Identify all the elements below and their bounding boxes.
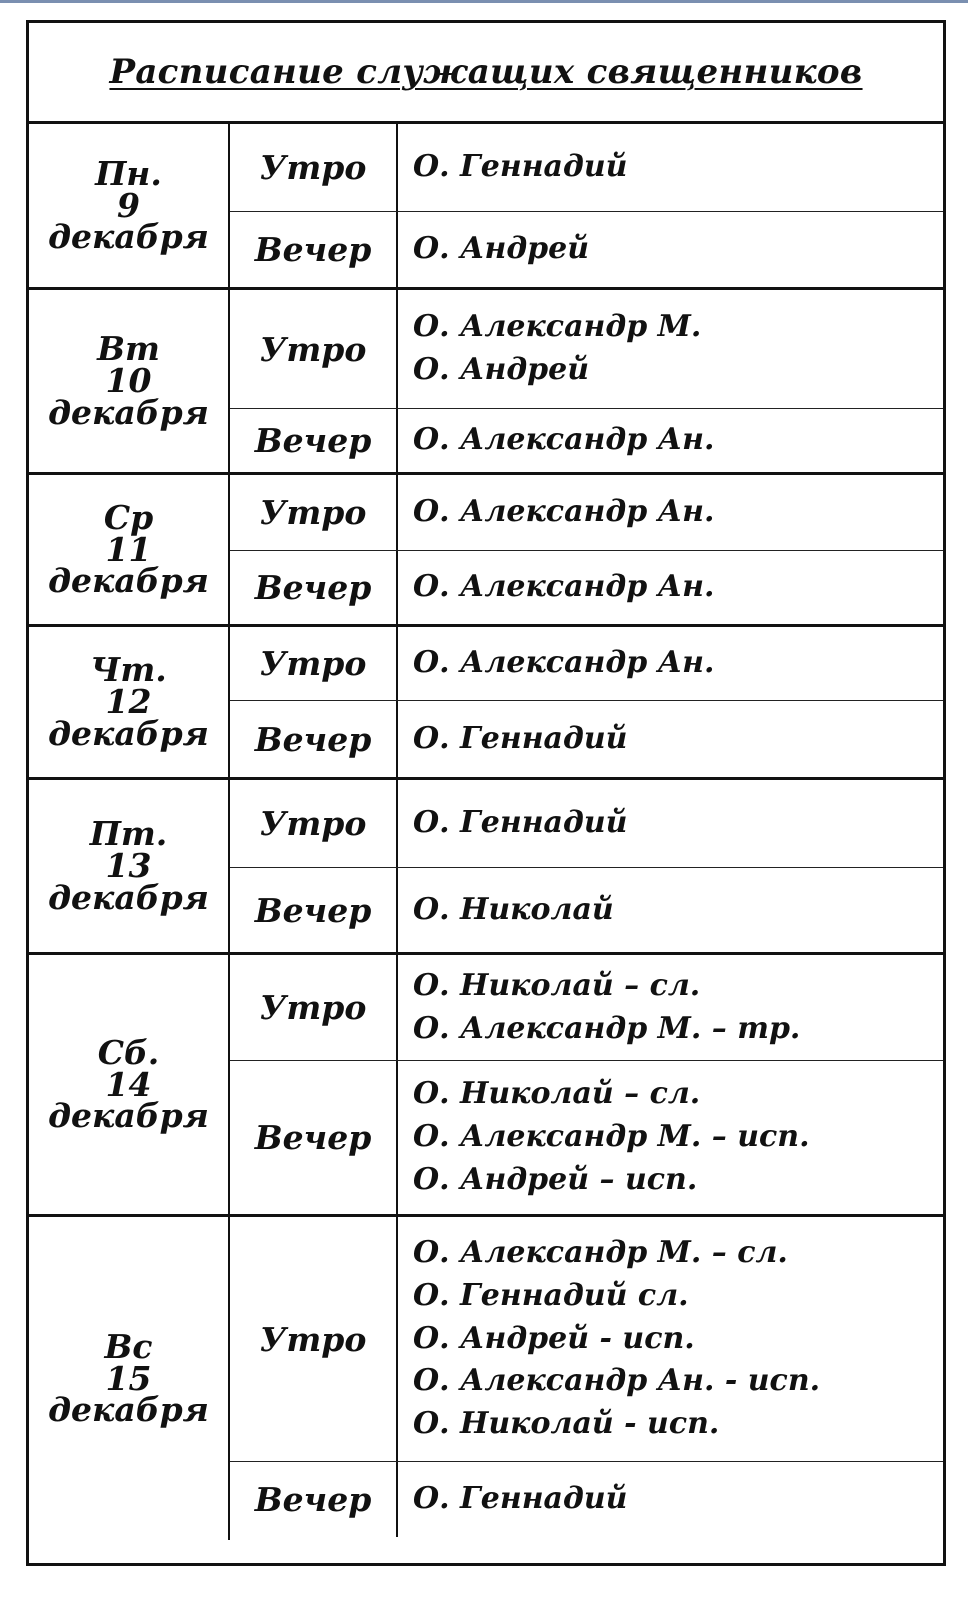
slot-row [230,627,943,701]
slot-row [230,1217,943,1462]
day-month: декабря [48,713,209,753]
slots-column [230,124,943,287]
priests-cell [398,955,943,1060]
slot-row [230,212,943,287]
slot-row [230,409,943,472]
day-day: 13 [105,846,152,886]
priests-cell [398,627,943,700]
day-weekday: Чт. [90,650,167,690]
priests-cell [398,212,943,287]
period-label: Вечер [230,212,398,287]
title-row [29,23,943,124]
day-weekday: Пн. [95,153,162,193]
day-day: 14 [105,1064,152,1104]
day-cell [29,124,230,287]
priest-name: О. Геннадий [413,805,628,841]
day-group [29,780,943,955]
slot-row [230,780,943,868]
day-cell [29,290,230,472]
priest-name: О. Александр Ан. [413,494,715,530]
day-weekday: Вс [104,1326,153,1366]
priests-cell [398,551,943,624]
slots-column [230,290,943,472]
priest-name: О. Александр Ан. [413,422,715,458]
priest-name: О. Геннадий [413,1481,628,1517]
priests-cell [398,780,943,867]
priest-name: О. Александр М. – сл. [413,1234,788,1270]
priest-name: О. Андрей [413,231,590,267]
priests-cell [398,1462,943,1537]
day-cell [29,1217,230,1540]
day-month: декабря [48,1390,209,1430]
day-day: 9 [117,185,140,225]
priest-name: О. Александр Ан. [413,645,715,681]
period-label: Вечер [230,551,398,624]
period-label: Утро [230,1217,398,1461]
day-day: 10 [105,361,152,401]
priests-cell [398,1061,943,1214]
day-group [29,1217,943,1540]
schedule-title: Расписание служащих священников [109,52,863,92]
slots-column [230,955,943,1214]
day-month: декабря [48,217,209,257]
slot-row [230,1462,943,1537]
priest-name: О. Андрей [413,352,590,387]
day-day: 12 [105,682,152,722]
slots-column [230,780,943,952]
priests-cell [398,124,943,211]
priest-name: О. Андрей - исп. [413,1320,695,1356]
day-cell [29,955,230,1214]
day-weekday: Сб. [97,1032,160,1072]
day-weekday: Пт. [89,814,168,854]
day-cell [29,475,230,624]
priests-cell [398,1217,943,1461]
priest-name: О. Александр М. – исп. [413,1119,810,1155]
day-month: декабря [48,561,209,601]
priest-name: О. Геннадий [413,149,628,185]
priest-name: О. Николай - исп. [413,1406,720,1442]
day-month: декабря [48,1096,209,1136]
day-month: декабря [48,392,209,432]
priests-cell [398,475,943,550]
period-label: Вечер [230,868,398,952]
period-label: Вечер [230,1462,398,1537]
priest-name: О. Николай [413,891,614,927]
period-label: Утро [230,124,398,211]
slot-row [230,290,943,409]
day-cell [29,627,230,777]
slot-row [230,475,943,551]
day-weekday: Ср [103,497,154,537]
priest-name: О. Андрей – исп. [413,1161,698,1197]
priest-name: О. Александр М. – тр. [413,1010,801,1046]
priest-name: О. Николай – сл. [413,1076,701,1112]
slots-column [230,1217,943,1540]
day-group [29,290,943,475]
priest-name: О. Александр Ан. [413,569,715,605]
day-day: 15 [105,1358,152,1398]
slot-row [230,551,943,624]
period-label: Утро [230,780,398,867]
period-label: Утро [230,955,398,1060]
period-label: Утро [230,290,398,408]
priests-cell [398,868,943,952]
slot-row [230,955,943,1061]
day-group [29,124,943,290]
priest-name: О. Александр Ан. - исп. [413,1363,821,1399]
slot-row [230,1061,943,1214]
day-weekday: Вт [97,329,160,369]
day-cell [29,780,230,952]
slots-column [230,627,943,777]
slot-row [230,701,943,777]
schedule-table [26,20,946,1566]
day-group [29,475,943,627]
slot-row [230,124,943,212]
top-border-line [0,0,968,3]
period-label: Вечер [230,701,398,777]
priest-name: О. Геннадий [413,720,628,756]
period-label: Вечер [230,409,398,472]
priest-name: О. Александр М. [413,309,702,345]
period-label: Утро [230,475,398,550]
day-day: 11 [105,529,152,569]
priests-cell [398,290,943,408]
priest-name: О. Николай – сл. [413,967,701,1003]
period-label: Утро [230,627,398,700]
slots-column [230,475,943,624]
day-group [29,627,943,780]
slot-row [230,868,943,952]
day-group [29,955,943,1217]
day-month: декабря [48,877,209,917]
priests-cell [398,701,943,777]
period-label: Вечер [230,1061,398,1214]
priest-name: О. Геннадий сл. [413,1277,689,1313]
priests-cell [398,409,943,472]
